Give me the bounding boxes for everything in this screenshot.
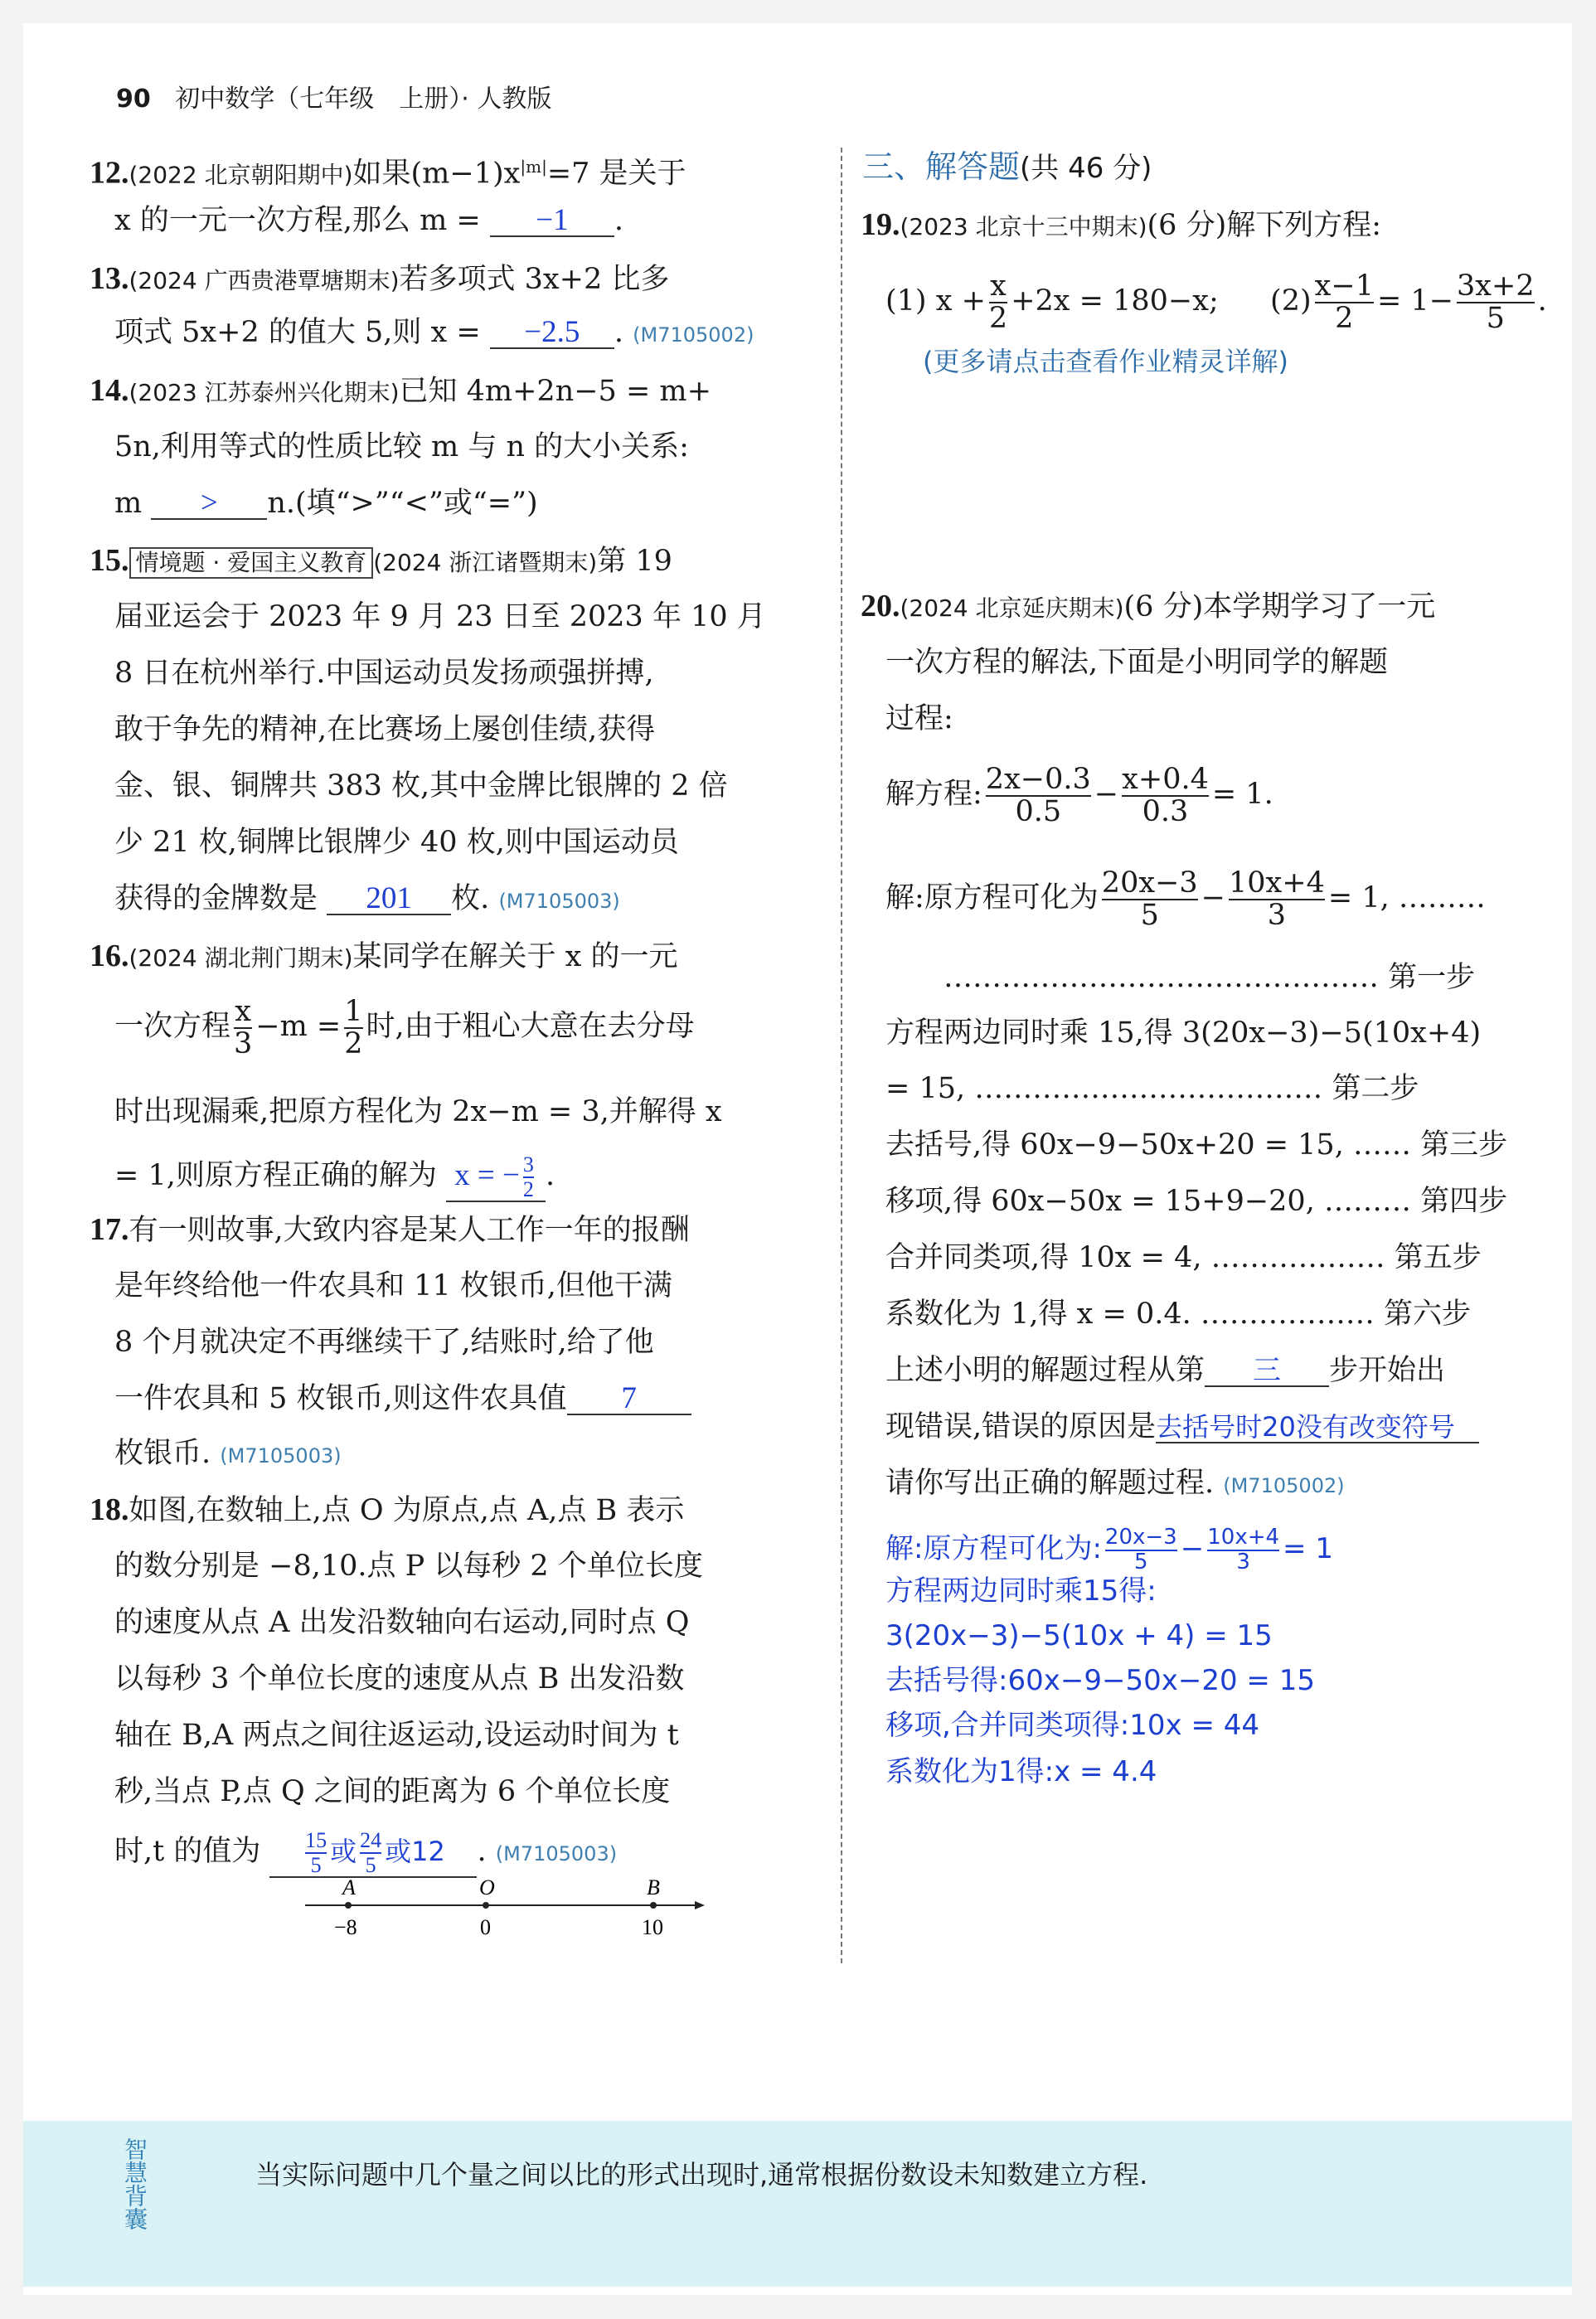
- denominator: 2: [1315, 302, 1374, 334]
- text: 某同学在解关于 x 的一元: [352, 940, 678, 973]
- text: 步开始出: [1329, 1354, 1446, 1387]
- answer-blank: [327, 881, 451, 915]
- fraction: [344, 994, 363, 1060]
- solution-line2: 方程两边同时乘15得:: [885, 1574, 1157, 1608]
- text: .: [1537, 284, 1547, 318]
- exponent: |m|: [520, 157, 547, 177]
- question-code: (M7105002): [633, 323, 754, 347]
- text: 一次方程: [114, 1010, 231, 1043]
- tip-tab: 智慧背囊: [121, 2137, 148, 2230]
- question-number: 20.: [861, 589, 900, 623]
- question-number: 16.: [90, 939, 129, 973]
- point-a-dot: [345, 1902, 352, 1909]
- text: .: [614, 316, 623, 349]
- q15-line5: 金、银、铜牌共 383 枚,其中金牌比银牌的 2 倍: [114, 769, 728, 803]
- numerator: x−1: [1314, 269, 1374, 303]
- question-code: (M7105003): [498, 890, 620, 913]
- denominator: 0.3: [1122, 795, 1209, 827]
- text: = 1,则原方程正确的解为: [114, 1159, 437, 1192]
- question-code: (M7105002): [1223, 1474, 1345, 1497]
- fraction: [1105, 1526, 1177, 1574]
- handwritten-answer: 或: [330, 1836, 357, 1867]
- handwritten-answer: >: [200, 486, 218, 520]
- q15-line7: [114, 880, 620, 920]
- q14-line3: [114, 484, 538, 522]
- question-number: 15.: [90, 543, 129, 578]
- text: 如果(m−1)x: [352, 157, 521, 191]
- q18-line4: 以每秒 3 个单位长度的速度从点 B 出发沿数: [114, 1662, 685, 1696]
- answer-fraction: [523, 1153, 534, 1201]
- point-a-label: A: [342, 1875, 356, 1899]
- numerator: x+0.4: [1122, 762, 1209, 796]
- text: (6 分)本学期学习了一元: [1123, 590, 1436, 623]
- q20-step1: [885, 861, 1486, 935]
- handwritten-answer: 三: [1253, 1354, 1282, 1387]
- q20-line4: [885, 1351, 1445, 1390]
- text: .: [614, 204, 624, 237]
- numerator: 1: [344, 994, 363, 1028]
- text: 项式 5x+2 的值大 5,则 x =: [114, 316, 481, 349]
- text: 上述小明的解题过程从第: [885, 1354, 1205, 1387]
- page-number: 90: [116, 85, 151, 114]
- q20-step4: 移项,得 60x−50x = 15+9−20, ……… 第四步: [885, 1185, 1508, 1218]
- section-title: [862, 148, 1152, 187]
- text: .: [546, 1159, 555, 1192]
- text: 现错误,错误的原因是: [885, 1410, 1157, 1443]
- question-source: (2024 湖北荆门期末): [129, 944, 353, 972]
- numerator: 10x+4: [1229, 866, 1325, 900]
- text: 解:原方程可化为: [885, 881, 1099, 915]
- handwritten-answer: 或12: [385, 1836, 445, 1867]
- number-line-diagram: [297, 1868, 711, 1951]
- text: = 1−: [1376, 284, 1454, 318]
- text: 一件农具和 5 枚银币,则这件农具值: [114, 1382, 567, 1415]
- q17-line3: 8 个月就决定不再继续干了,结账时,给了他: [114, 1326, 654, 1359]
- denominator: 2: [988, 301, 1008, 335]
- denominator: 5: [1457, 302, 1535, 334]
- denominator: 5: [1102, 899, 1198, 931]
- text: 枚.: [451, 882, 490, 915]
- fraction: [1229, 868, 1325, 931]
- text: n.(填“>”“<”或“=”): [267, 487, 538, 520]
- q19-equations: [885, 264, 1547, 338]
- handwritten-answer: x = −: [454, 1158, 520, 1192]
- numerator: x: [235, 994, 252, 1028]
- handwritten-answer: −1: [536, 203, 569, 237]
- text: +2x = 180−x;: [1011, 284, 1219, 318]
- q20-line3: 过程:: [885, 702, 953, 735]
- point-b-label: B: [647, 1875, 660, 1899]
- question-number: 14.: [90, 373, 129, 408]
- solution-line5: 移项,合并同类项得:10x = 44: [885, 1709, 1260, 1742]
- text: 已知 4m+2n−5 = m+: [399, 375, 711, 408]
- section-heading: 三、解答题: [862, 148, 1021, 185]
- text: 5n,利用等式的性质比较 m 与 n 的大小关系:: [114, 430, 689, 463]
- denominator: 3: [1229, 899, 1325, 931]
- q17-line5: [114, 1434, 342, 1475]
- fraction: [1122, 764, 1209, 827]
- context-tag: 情境题 · 爱国主义教育: [129, 547, 374, 579]
- q14-line2: [114, 428, 689, 466]
- q20-step2: 方程两边同时乘 15,得 3(20x−3)−5(10x+4): [885, 1016, 1482, 1050]
- q18-line3: 的速度从点 A 出发沿数轴向右运动,同时点 Q: [114, 1606, 690, 1639]
- text: −: [1201, 881, 1225, 915]
- q13-line1: [90, 260, 669, 300]
- text: −: [1094, 778, 1119, 811]
- fraction: [989, 271, 1007, 334]
- numerator: 3: [522, 1152, 534, 1177]
- q20-equation: [885, 757, 1273, 832]
- q19-line1: [861, 206, 1381, 246]
- answer-blank: [567, 1381, 691, 1415]
- footer-tip: [23, 2121, 1572, 2287]
- question-number: 18.: [90, 1492, 129, 1527]
- section-points: (共 46 分): [1020, 152, 1152, 185]
- text: (6 分)解下列方程:: [1147, 209, 1382, 242]
- q12-line2: [114, 201, 623, 240]
- denominator: 2: [522, 1176, 534, 1201]
- text: (2): [1270, 284, 1312, 318]
- question-code: (M7105003): [495, 1842, 618, 1865]
- text: 解方程:: [885, 778, 982, 811]
- q20-step2-cont: = 15, ……………………………… 第二步: [885, 1072, 1419, 1105]
- numerator: x: [990, 269, 1007, 303]
- question-source: (2024 浙江诸暨期末): [373, 549, 598, 576]
- handwritten-answer: 201: [366, 881, 412, 915]
- q20-step3: 去括号,得 60x−9−50x+20 = 15, …… 第三步: [885, 1128, 1508, 1162]
- q18-line5: 轴在 B,A 两点之间往返运动,设运动时间为 t: [114, 1719, 679, 1752]
- q17-line2: 是年终给他一件农具和 11 枚银币,但他干满: [114, 1269, 672, 1303]
- q17-line4: [114, 1380, 691, 1418]
- point-o-dot: [483, 1902, 489, 1909]
- text: 时,由于粗心大意在去分母: [366, 1010, 695, 1043]
- question-number: 13.: [90, 261, 129, 296]
- text: 如图,在数轴上,点 O 为原点,点 A,点 B 表示: [129, 1494, 685, 1527]
- denominator: 5: [305, 1852, 327, 1876]
- question-source: (2022 北京朝阳期中): [129, 161, 353, 189]
- numerator: 20x−3: [1101, 866, 1198, 900]
- solution-line6: 系数化为1得:x = 4.4: [885, 1755, 1157, 1788]
- q15-line2: 届亚运会于 2023 年 9 月 23 日至 2023 年 10 月: [114, 600, 766, 633]
- numerator: 20x−3: [1104, 1525, 1177, 1550]
- solution-line4: 去括号得:60x−9−50x−20 = 15: [885, 1664, 1315, 1697]
- q12-line1: [90, 148, 686, 195]
- denominator: 0.5: [986, 795, 1091, 827]
- q16-line4: [114, 1147, 555, 1205]
- handwritten-answer: −2.5: [524, 315, 580, 349]
- more-details-link[interactable]: (更多请点击查看作业精灵详解): [923, 346, 1288, 377]
- fraction: [1102, 868, 1198, 931]
- answer-blank: [490, 203, 614, 237]
- q18-line6: 秒,当点 P,点 Q 之间的距离为 6 个单位长度: [114, 1775, 671, 1808]
- text: (1) x +: [885, 284, 986, 318]
- q16-line1: [90, 937, 678, 978]
- question-number: 12.: [90, 155, 129, 191]
- text: 获得的金牌数是: [114, 882, 318, 915]
- text: = 1: [1283, 1532, 1333, 1565]
- q20-line1: [861, 587, 1435, 628]
- denominator: 2: [344, 1026, 363, 1060]
- answer-blank: [490, 315, 614, 349]
- text: 请你写出正确的解题过程.: [885, 1467, 1215, 1500]
- question-source: (2023 北京十三中期末): [900, 213, 1147, 240]
- text: −: [1180, 1532, 1205, 1565]
- text: x 的一元一次方程,那么 m =: [114, 204, 481, 237]
- q15-line6: 少 21 枚,铜牌比银牌少 40 枚,则中国运动员: [114, 826, 679, 859]
- numerator: 24: [360, 1828, 382, 1853]
- column-divider: [841, 148, 842, 1963]
- text: −m =: [255, 1010, 342, 1043]
- denominator: 3: [234, 1026, 253, 1060]
- text: 枚银币.: [114, 1437, 211, 1470]
- value-b-label: 10: [642, 1915, 663, 1939]
- fraction: [986, 764, 1091, 827]
- text: =7 是关于: [546, 157, 686, 191]
- q18-line2: 的数分别是 −8,10.点 P 以每秒 2 个单位长度: [114, 1550, 703, 1583]
- question-source: (2024 北京延庆期末): [900, 594, 1124, 622]
- answer-blank: [1156, 1412, 1479, 1443]
- question-code: (M7105003): [220, 1444, 342, 1468]
- fraction: [234, 994, 253, 1060]
- denominator: 3: [1207, 1550, 1279, 1574]
- text: .: [477, 1835, 487, 1868]
- page-header: [116, 78, 551, 114]
- book-title: 初中数学（七年级 上册）· 人教版: [175, 85, 552, 114]
- text: 时,t 的值为: [114, 1835, 261, 1868]
- q17-line1: [90, 1210, 690, 1249]
- q20-step6: 系数化为 1,得 x = 0.4. ……………… 第六步: [885, 1298, 1471, 1331]
- text: 有一则故事,大致内容是某人工作一年的报酬: [129, 1214, 690, 1247]
- q20-line5: [885, 1408, 1479, 1446]
- handwritten-answer: 7: [621, 1381, 637, 1415]
- q20-line6: [885, 1464, 1345, 1505]
- q20-step1-cont: ……………………………………… 第一步: [944, 961, 1476, 994]
- q18-line1: [90, 1491, 684, 1530]
- q20-step5: 合并同类项,得 10x = 4, ……………… 第五步: [885, 1241, 1482, 1274]
- q16-line3: 时出现漏乘,把原方程化为 2x−m = 3,并解得 x: [114, 1095, 722, 1128]
- value-a-label: −8: [334, 1915, 357, 1939]
- handwritten-answer: 去括号时20没有改变符号: [1156, 1411, 1455, 1443]
- answer-blank: [446, 1151, 546, 1202]
- numerator: 3x+2: [1457, 269, 1535, 303]
- q15-line1: [90, 541, 672, 582]
- value-o-label: 0: [480, 1915, 491, 1939]
- q13-line2: [114, 313, 754, 354]
- fraction: [1457, 271, 1535, 334]
- question-number: 19.: [861, 207, 900, 242]
- axis-arrow: [695, 1901, 705, 1909]
- numerator: 2x−0.3: [985, 762, 1091, 796]
- q14-line1: [90, 371, 711, 412]
- question-number: 17.: [90, 1212, 129, 1247]
- solution-line1: [885, 1520, 1333, 1578]
- numerator: 10x+4: [1207, 1525, 1280, 1550]
- text: m: [114, 487, 143, 520]
- q16-line2: [114, 993, 695, 1060]
- page: [23, 23, 1572, 2295]
- text: = 1.: [1211, 778, 1273, 811]
- text: 解:原方程可化为:: [885, 1532, 1102, 1565]
- q20-line2: 一次方程的解法,下面是小明同学的解题: [885, 646, 1389, 679]
- q15-line3: 8 日在杭州举行.中国运动员发扬顽强拼搏,: [114, 657, 654, 690]
- solution-line3: 3(20x−3)−5(10x + 4) = 15: [885, 1619, 1273, 1652]
- fraction: [1315, 271, 1374, 334]
- answer-blank: [1205, 1356, 1329, 1387]
- denominator: 5: [1105, 1550, 1177, 1574]
- point-b-dot: [650, 1902, 657, 1909]
- answer-blank: [151, 488, 267, 520]
- text: 第 19: [597, 545, 672, 578]
- text: = 1, ………: [1327, 881, 1486, 915]
- question-source: (2024 广西贵港覃塘期末): [129, 267, 400, 294]
- text: 若多项式 3x+2 比多: [399, 263, 670, 296]
- point-o-label: O: [479, 1875, 495, 1899]
- denominator: 5: [360, 1852, 381, 1876]
- tip-text: 当实际问题中几个量之间以比的形式出现时,通常根据份数设未知数建立方程.: [255, 2159, 1148, 2190]
- q15-line4: 敢于争先的精神,在比赛场上屡创佳绩,获得: [114, 713, 656, 746]
- fraction: [1207, 1526, 1279, 1574]
- numerator: 15: [305, 1828, 327, 1853]
- question-source: (2023 江苏泰州兴化期末): [129, 379, 400, 406]
